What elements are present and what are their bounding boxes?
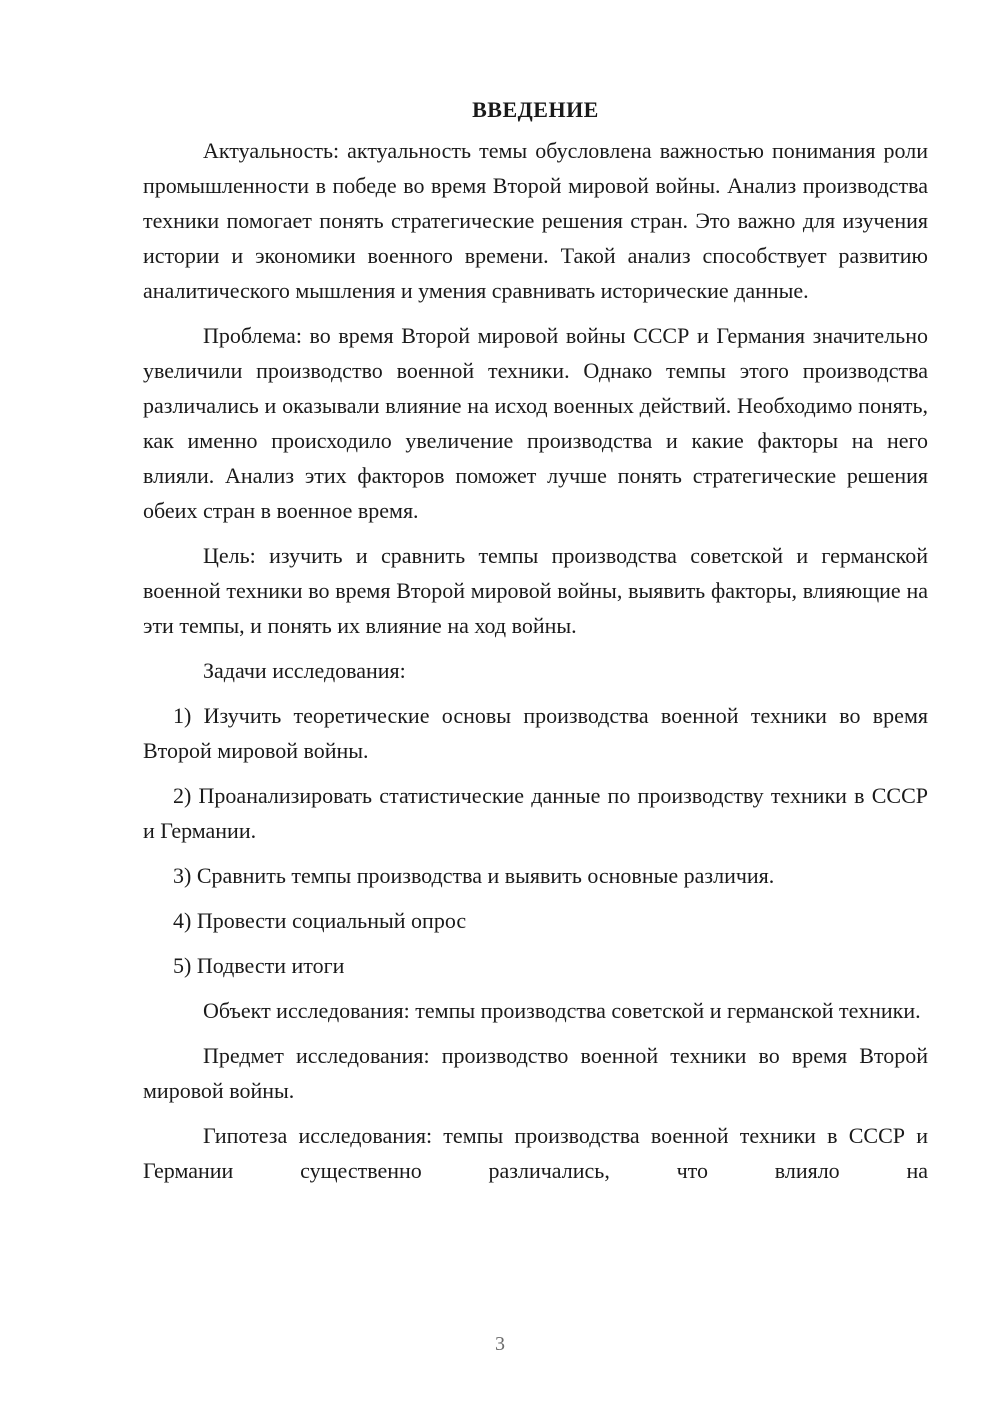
section-heading: ВВЕДЕНИЕ xyxy=(472,97,599,122)
tasks-title: Задачи исследования: xyxy=(203,658,406,683)
paragraph-object: Объект исследования: темпы производства советской и германской техники. xyxy=(203,998,921,1023)
task-item-5: 5) Подвести итоги xyxy=(173,953,345,978)
paragraph-goal: Цель: изучить и сравнить темпы производства советской и германской военной техники во время Второй мировой войны, выявить факторы, влияющие на эти темпы, и понять их влияние на ход войны. xyxy=(143,543,928,638)
task-item-3: 3) Сравнить темпы производства и выявить основные различия. xyxy=(173,863,775,888)
paragraph-relevance: Актуальность: актуальность темы обусловлена важностью понимания роли промышленности в победе во время Второй мировой войны. Анализ производства техники помогает понять стратегические решения стран. Это важно для изучения истории и экономики военного времени. Такой анализ способствует развитию аналитического мышления и умения сравнивать исторические данные. xyxy=(143,138,928,303)
task-item-1: 1) Изучить теоретические основы производства военной техники во время Второй мировой войны. xyxy=(143,703,928,763)
paragraph-problem: Проблема: во время Второй мировой войны СССР и Германия значительно увеличили производство военной техники. Однако темпы этого производства различались и оказывали влияние на исход военных действий. Необходимо понять, как именно происходило увеличение производства и какие факторы на него влияли. Анализ этих факторов поможет лучше понять стратегические решения обеих стран в военное время. xyxy=(143,323,928,523)
task-item-4: 4) Провести социальный опрос xyxy=(173,908,467,933)
paragraph-subject: Предмет исследования: производство военной техники во время Второй мировой войны. xyxy=(143,1043,928,1103)
page-content xyxy=(143,92,928,1198)
task-item-2: 2) Проанализировать статистические данные по производству техники в СССР и Германии. xyxy=(143,783,928,843)
page-number: 3 xyxy=(495,1333,505,1355)
paragraph-hypothesis: Гипотеза исследования: темпы производства военной техники в СССР и Германии существенно различались, что влияло на xyxy=(143,1123,928,1183)
